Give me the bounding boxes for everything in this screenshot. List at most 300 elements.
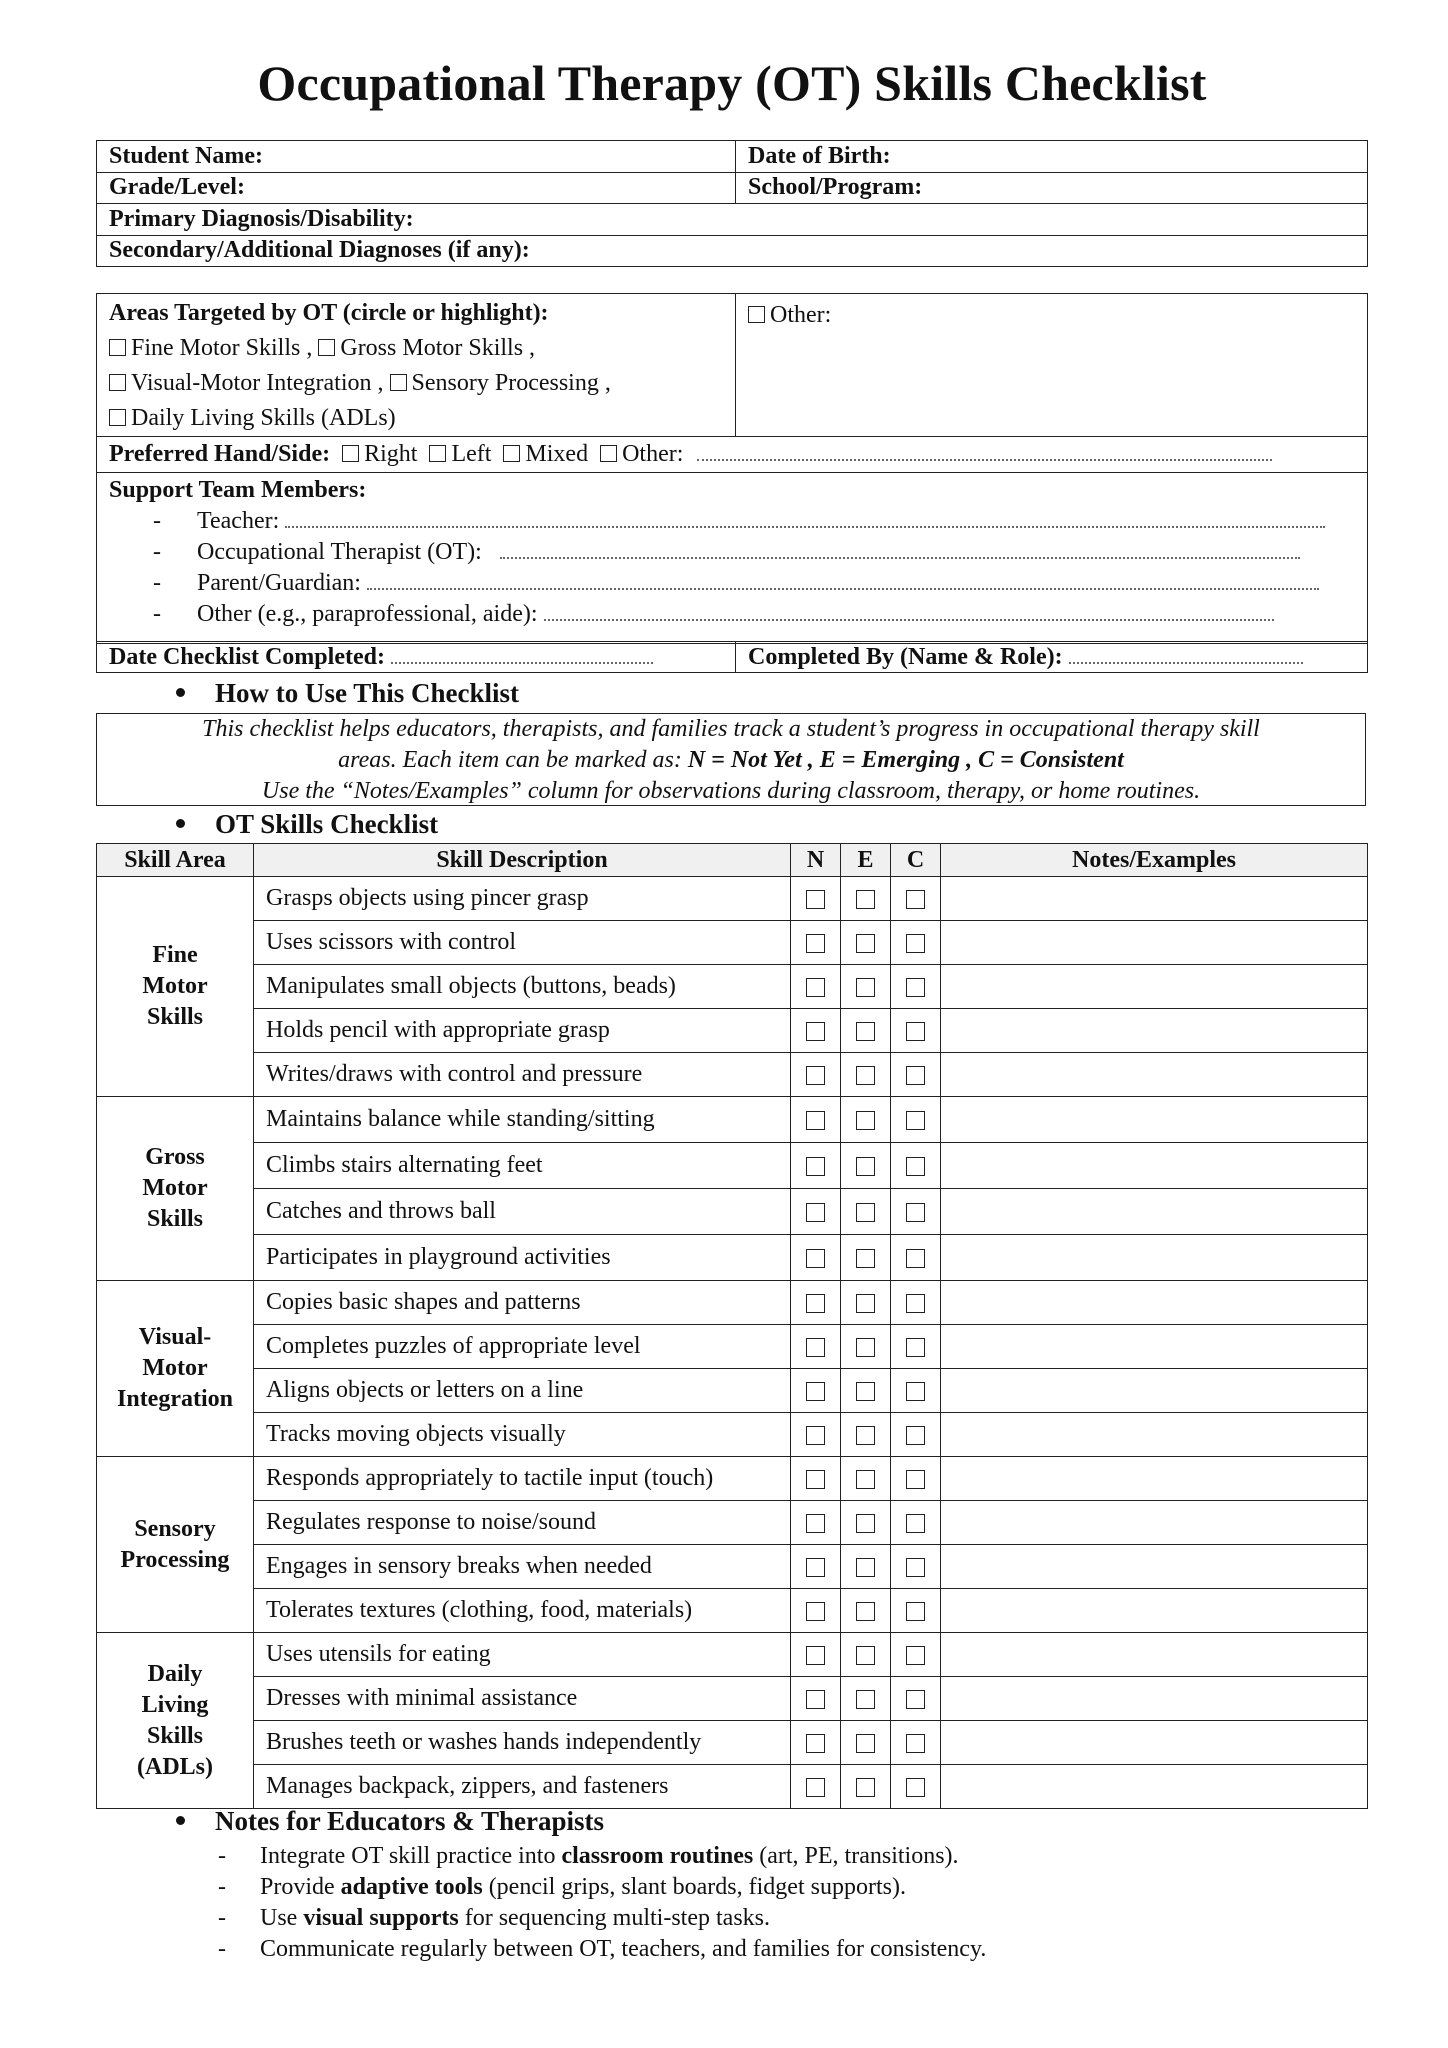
rating-e-checkbox[interactable] (856, 1022, 875, 1041)
notes-cell[interactable] (941, 1545, 1368, 1589)
note-item: - Integrate OT skill practice into classroom routines (art, PE, transitions). (218, 1843, 959, 1869)
team-teacher-row[interactable]: - Teacher: (109, 506, 1355, 537)
skill-description: Tolerates textures (clothing, food, materials) (254, 1589, 791, 1633)
skill-area-cell (97, 1457, 254, 1633)
table-row (97, 1281, 1368, 1325)
completed-by-field[interactable] (736, 642, 1368, 673)
rating-e-checkbox[interactable] (856, 1734, 875, 1753)
rating-e-cell (841, 1413, 891, 1457)
rating-c-checkbox[interactable] (906, 1294, 925, 1313)
support-team-cell (97, 473, 1368, 644)
note-text-post: (pencil grips, slant boards, fidget supports). (482, 1874, 906, 1900)
team-other-row[interactable]: - Other (e.g., paraprofessional, aide): (109, 599, 1355, 630)
note-text-pre: Integrate OT skill practice into (260, 1843, 562, 1869)
rating-c-checkbox[interactable] (906, 1338, 925, 1357)
rating-e-checkbox[interactable] (856, 1470, 875, 1489)
note-text-bold: adaptive tools (340, 1874, 483, 1900)
rating-e-checkbox[interactable] (856, 890, 875, 909)
hand-mixed-label: Mixed (525, 441, 589, 467)
rating-e-checkbox[interactable] (856, 978, 875, 997)
howto-box (96, 713, 1366, 806)
skill-area-label: Motor (142, 1175, 208, 1201)
rating-c-checkbox[interactable] (906, 1470, 925, 1489)
rating-c-checkbox[interactable] (906, 1734, 925, 1753)
rating-n-checkbox[interactable] (806, 1249, 825, 1268)
rating-c-cell (891, 1143, 941, 1189)
rating-c-cell (891, 1369, 941, 1413)
table-row (97, 1633, 1368, 1677)
header-notes: Notes/Examples (941, 844, 1368, 877)
note-text-pre: Use (260, 1905, 304, 1931)
rating-c-cell (891, 1677, 941, 1721)
rating-c-checkbox[interactable] (906, 1690, 925, 1709)
notes-cell[interactable] (941, 1143, 1368, 1189)
checkbox-hand-left[interactable] (429, 445, 446, 462)
skill-area-cell (97, 1281, 254, 1457)
skills-table (96, 843, 1368, 1809)
student-info-table (96, 140, 1368, 267)
rating-c-checkbox[interactable] (906, 1249, 925, 1268)
note-text-bold: classroom routines (561, 1843, 754, 1869)
skill-description: Grasps objects using pincer grasp (254, 877, 791, 921)
rating-c-cell (891, 1009, 941, 1053)
notes-cell[interactable] (941, 1235, 1368, 1281)
notes-cell[interactable] (941, 921, 1368, 965)
option-visual-motor: Visual-Motor Integration , (131, 370, 384, 396)
skill-area-label: Living (141, 1691, 209, 1718)
secondary-dx-label: Secondary/Additional Diagnoses (if any): (109, 237, 530, 264)
rating-e-checkbox[interactable] (856, 1249, 875, 1268)
date-completed-blank[interactable] (391, 644, 653, 664)
team-parent-blank[interactable] (367, 570, 1319, 590)
howto-line2-text: areas. Each item can be marked as: (338, 747, 688, 773)
rating-e-cell (841, 1235, 891, 1281)
notes-cell[interactable] (941, 1589, 1368, 1633)
student-name-field[interactable] (97, 141, 736, 173)
note-text-post: (art, PE, transitions). (753, 1843, 959, 1869)
option-daily-living: Daily Living Skills (ADLs) (131, 405, 396, 431)
rating-n-checkbox[interactable] (806, 1558, 825, 1577)
rating-e-cell (841, 1281, 891, 1325)
rating-n-cell (791, 1765, 841, 1809)
rating-c-checkbox[interactable] (906, 1646, 925, 1665)
skill-area-label: Daily (147, 1660, 203, 1687)
rating-e-cell (841, 1677, 891, 1721)
rating-e-checkbox[interactable] (856, 1338, 875, 1357)
page-title: Occupational Therapy (OT) Skills Checklist (257, 55, 1207, 111)
rating-c-cell (891, 1281, 941, 1325)
howto-heading-text: How to Use This Checklist (215, 678, 520, 708)
notes-cell[interactable] (941, 1721, 1368, 1765)
rating-c-cell (891, 1457, 941, 1501)
skills-header-row (97, 844, 1368, 877)
skill-description: Completes puzzles of appropriate level (254, 1325, 791, 1369)
rating-c-checkbox[interactable] (906, 978, 925, 997)
rating-n-checkbox[interactable] (806, 1066, 825, 1085)
skill-description: Manipulates small objects (buttons, beads) (254, 965, 791, 1009)
rating-n-checkbox[interactable] (806, 1646, 825, 1665)
notes-heading (176, 1806, 986, 1837)
note-text-pre: Communicate regularly between OT, teachers, and families for consistency. (260, 1936, 987, 1962)
grade-field[interactable] (97, 172, 736, 204)
rating-c-cell (891, 1501, 941, 1545)
rating-c-cell (891, 877, 941, 921)
notes-section (176, 1806, 986, 1965)
skill-area-label: Skills (146, 1206, 204, 1232)
skill-description: Participates in playground activities (254, 1235, 791, 1281)
howto-legend: N = Not Yet , E = Emerging , C = Consistent (687, 747, 1124, 773)
rating-n-cell (791, 1143, 841, 1189)
rating-e-checkbox[interactable] (856, 1690, 875, 1709)
rating-c-checkbox[interactable] (906, 1022, 925, 1041)
rating-c-cell (891, 1053, 941, 1097)
note-text-post: for sequencing multi-step tasks. (458, 1905, 770, 1931)
rating-n-checkbox[interactable] (806, 1602, 825, 1621)
rating-n-cell (791, 1097, 841, 1143)
option-gross-motor: Gross Motor Skills , (340, 335, 536, 361)
table-row (97, 1721, 1368, 1765)
skill-area-label: Sensory (134, 1515, 216, 1542)
notes-cell[interactable] (941, 1765, 1368, 1809)
checkbox-hand-other[interactable] (600, 445, 617, 462)
notes-cell[interactable] (941, 1009, 1368, 1053)
skill-description: Tracks moving objects visually (254, 1413, 791, 1457)
rating-n-cell (791, 1545, 841, 1589)
rating-c-cell (891, 1235, 941, 1281)
student-name-label: Student Name: (109, 142, 263, 169)
notes-cell[interactable] (941, 1325, 1368, 1369)
rating-e-cell (841, 1009, 891, 1053)
notes-cell[interactable] (941, 1281, 1368, 1325)
notes-cell[interactable] (941, 1677, 1368, 1721)
checkbox-hand-mixed[interactable] (503, 445, 520, 462)
rating-c-cell (891, 1413, 941, 1457)
checkbox-hand-right[interactable] (342, 445, 359, 462)
rating-n-checkbox[interactable] (806, 978, 825, 997)
table-row (97, 877, 1368, 921)
rating-e-checkbox[interactable] (856, 1294, 875, 1313)
rating-e-checkbox[interactable] (856, 1646, 875, 1665)
rating-c-checkbox[interactable] (906, 1558, 925, 1577)
table-row (97, 1457, 1368, 1501)
rating-n-cell (791, 1501, 841, 1545)
note-text-bold: visual supports (303, 1905, 459, 1931)
rating-n-cell (791, 921, 841, 965)
skill-area-cell (97, 1633, 254, 1809)
rating-c-cell (891, 1545, 941, 1589)
skill-area-label: Motor (142, 973, 208, 999)
table-row (97, 1589, 1368, 1633)
header-c: C (891, 844, 941, 877)
skills-body (97, 877, 1368, 1809)
rating-n-checkbox[interactable] (806, 1022, 825, 1041)
checkbox-gross-motor[interactable] (318, 339, 335, 356)
rating-c-cell (891, 921, 941, 965)
table-row (97, 1053, 1368, 1097)
notes-cell[interactable] (941, 877, 1368, 921)
rating-e-cell (841, 877, 891, 921)
team-parent-row[interactable]: - Parent/Guardian: (109, 568, 1355, 599)
skill-description: Writes/draws with control and pressure (254, 1053, 791, 1097)
primary-dx-label: Primary Diagnosis/Disability: (109, 205, 414, 232)
dob-field[interactable] (736, 141, 1368, 173)
table-row (97, 1501, 1368, 1545)
rating-n-checkbox[interactable] (806, 934, 825, 953)
rating-n-checkbox[interactable] (806, 1470, 825, 1489)
skill-area-label: Processing (120, 1546, 230, 1573)
other-area-cell[interactable] (736, 294, 1368, 437)
team-ot-label: Occupational Therapist (OT): (197, 539, 482, 565)
rating-n-checkbox[interactable] (806, 1382, 825, 1401)
rating-c-cell (891, 1633, 941, 1677)
table-row (97, 1143, 1368, 1189)
table-row (97, 1545, 1368, 1589)
areas-cell (97, 294, 736, 437)
checklist-heading-text: OT Skills Checklist (215, 809, 439, 839)
skill-description: Copies basic shapes and patterns (254, 1281, 791, 1325)
rating-n-cell (791, 1677, 841, 1721)
rating-n-checkbox[interactable] (806, 890, 825, 909)
rating-n-checkbox[interactable] (806, 1778, 825, 1797)
hand-other-blank[interactable] (697, 441, 1272, 461)
hand-right-label: Right (364, 441, 418, 467)
rating-c-cell (891, 1765, 941, 1809)
rating-n-cell (791, 1413, 841, 1457)
rating-c-cell (891, 1325, 941, 1369)
notes-cell[interactable] (941, 1633, 1368, 1677)
rating-n-checkbox[interactable] (806, 1203, 825, 1222)
rating-c-checkbox[interactable] (906, 1066, 925, 1085)
howto-line3: Use the “Notes/Examples” column for observations during classroom, therapy, or home routines. (261, 778, 1201, 804)
bullet-icon (176, 688, 185, 697)
table-row (97, 1765, 1368, 1809)
rating-e-cell (841, 1143, 891, 1189)
skill-area-label: Skills (146, 1004, 204, 1030)
checkbox-visual-motor[interactable] (109, 374, 126, 391)
completed-by-blank[interactable] (1069, 644, 1303, 664)
rating-n-cell (791, 1589, 841, 1633)
rating-e-checkbox[interactable] (856, 1382, 875, 1401)
howto-line2 (97, 745, 1365, 776)
skill-area-label: Gross (145, 1144, 205, 1170)
note-item: - Communicate regularly between OT, teachers, and families for consistency. (218, 1936, 987, 1962)
rating-e-checkbox[interactable] (856, 1203, 875, 1222)
team-other-blank[interactable] (544, 601, 1274, 621)
rating-e-cell (841, 1589, 891, 1633)
rating-e-cell (841, 1369, 891, 1413)
table-row (97, 921, 1368, 965)
rating-c-cell (891, 1721, 941, 1765)
skill-description: Aligns objects or letters on a line (254, 1369, 791, 1413)
rating-n-checkbox[interactable] (806, 1111, 825, 1130)
team-other-label: Other (e.g., paraprofessional, aide): (197, 601, 538, 627)
rating-n-cell (791, 965, 841, 1009)
table-row (97, 1189, 1368, 1235)
skill-description: Maintains balance while standing/sitting (254, 1097, 791, 1143)
rating-e-checkbox[interactable] (856, 1066, 875, 1085)
preferred-hand-label: Preferred Hand/Side: (109, 441, 331, 467)
rating-e-cell (841, 1325, 891, 1369)
rating-e-checkbox[interactable] (856, 934, 875, 953)
rating-c-checkbox[interactable] (906, 1778, 925, 1797)
completion-table (96, 641, 1368, 673)
team-ot-blank[interactable] (500, 539, 1300, 559)
rating-e-cell (841, 1053, 891, 1097)
notes-heading-text: Notes for Educators & Therapists (215, 1806, 604, 1836)
team-ot-row[interactable]: - Occupational Therapist (OT): (109, 537, 1355, 568)
skill-description: Catches and throws ball (254, 1189, 791, 1235)
rating-e-checkbox[interactable] (856, 1426, 875, 1445)
rating-c-checkbox[interactable] (906, 934, 925, 953)
table-row (97, 1235, 1368, 1281)
skill-description: Holds pencil with appropriate grasp (254, 1009, 791, 1053)
rating-e-cell (841, 1097, 891, 1143)
rating-c-checkbox[interactable] (906, 1111, 925, 1130)
skill-area-label: Visual- (138, 1324, 212, 1350)
howto-heading (176, 678, 519, 709)
areas-table (96, 293, 1368, 644)
rating-c-checkbox[interactable] (906, 1203, 925, 1222)
bullet-icon (176, 819, 185, 828)
rating-e-cell (841, 1545, 891, 1589)
school-label: School/Program: (748, 174, 923, 201)
skill-description: Uses utensils for eating (254, 1633, 791, 1677)
option-fine-motor: Fine Motor Skills , (131, 335, 313, 361)
howto-line1: This checklist helps educators, therapists, and families track a student’s progress in occupational therapy skill (202, 716, 1260, 742)
grade-label: Grade/Level: (109, 174, 245, 201)
rating-e-checkbox[interactable] (856, 1778, 875, 1797)
checkbox-daily-living[interactable] (109, 409, 126, 426)
rating-n-checkbox[interactable] (806, 1514, 825, 1533)
rating-n-cell (791, 1369, 841, 1413)
checklist-heading (176, 809, 438, 840)
skill-area-label: Integration (117, 1386, 233, 1412)
completed-by-label: Completed By (Name & Role): (748, 643, 1063, 670)
rating-n-cell (791, 1189, 841, 1235)
team-teacher-blank[interactable] (285, 508, 1325, 528)
rating-e-cell (841, 1189, 891, 1235)
rating-n-checkbox[interactable] (806, 1690, 825, 1709)
rating-c-checkbox[interactable] (906, 1426, 925, 1445)
secondary-dx-field[interactable] (97, 235, 1368, 267)
areas-heading: Areas Targeted by OT (circle or highlight): (109, 300, 549, 326)
table-row (97, 1097, 1368, 1143)
note-item: - Provide adaptive tools (pencil grips, slant boards, fidget supports). (218, 1874, 906, 1900)
rating-c-checkbox[interactable] (906, 1382, 925, 1401)
rating-e-cell (841, 1501, 891, 1545)
rating-c-checkbox[interactable] (906, 1157, 925, 1176)
rating-e-cell (841, 1633, 891, 1677)
rating-e-checkbox[interactable] (856, 1111, 875, 1130)
notes-cell[interactable] (941, 1413, 1368, 1457)
preferred-hand-row (97, 437, 1368, 473)
skill-area-label: Fine (152, 942, 198, 968)
notes-cell[interactable] (941, 1369, 1368, 1413)
rating-n-checkbox[interactable] (806, 1734, 825, 1753)
skill-area-label: (ADLs) (137, 1753, 213, 1780)
checkbox-fine-motor[interactable] (109, 339, 126, 356)
header-skill-area: Skill Area (97, 844, 254, 877)
bullet-icon (176, 1816, 185, 1825)
skill-description: Uses scissors with control (254, 921, 791, 965)
rating-e-cell (841, 921, 891, 965)
rating-n-cell (791, 1325, 841, 1369)
rating-n-cell (791, 1009, 841, 1053)
hand-other-label: Other: (622, 441, 684, 467)
rating-n-checkbox[interactable] (806, 1338, 825, 1357)
notes-cell[interactable] (941, 965, 1368, 1009)
rating-n-cell (791, 1721, 841, 1765)
skill-area-label: Motor (142, 1355, 208, 1381)
option-sensory: Sensory Processing , (411, 370, 611, 396)
notes-cell[interactable] (941, 1097, 1368, 1143)
rating-n-checkbox[interactable] (806, 1426, 825, 1445)
skill-area-cell (97, 1097, 254, 1281)
rating-n-checkbox[interactable] (806, 1157, 825, 1176)
dob-label: Date of Birth: (748, 142, 891, 169)
notes-cell[interactable] (941, 1501, 1368, 1545)
checkbox-sensory[interactable] (390, 374, 407, 391)
skill-description: Dresses with minimal assistance (254, 1677, 791, 1721)
rating-c-checkbox[interactable] (906, 890, 925, 909)
skill-description: Responds appropriately to tactile input (touch) (254, 1457, 791, 1501)
rating-n-cell (791, 1053, 841, 1097)
rating-n-cell (791, 877, 841, 921)
rating-c-checkbox[interactable] (906, 1514, 925, 1533)
notes-list (176, 1841, 986, 1965)
rating-e-cell (841, 1765, 891, 1809)
checkbox-other-area[interactable] (748, 306, 765, 323)
skill-area-label: Skills (146, 1722, 204, 1749)
rating-n-checkbox[interactable] (806, 1294, 825, 1313)
team-teacher-label: Teacher: (197, 508, 280, 534)
support-team-heading: Support Team Members: (109, 477, 367, 503)
note-text-pre: Provide (260, 1874, 341, 1900)
primary-dx-field[interactable] (97, 204, 1368, 236)
header-e: E (841, 844, 891, 877)
notes-cell[interactable] (941, 1189, 1368, 1235)
rating-c-cell (891, 1589, 941, 1633)
table-row (97, 1413, 1368, 1457)
notes-cell[interactable] (941, 1457, 1368, 1501)
note-item: - Use visual supports for sequencing multi-step tasks. (218, 1905, 770, 1931)
rating-c-cell (891, 965, 941, 1009)
skill-area-cell (97, 877, 254, 1097)
skill-description: Manages backpack, zippers, and fasteners (254, 1765, 791, 1809)
rating-e-checkbox[interactable] (856, 1602, 875, 1621)
table-row (97, 965, 1368, 1009)
rating-e-cell (841, 965, 891, 1009)
rating-e-checkbox[interactable] (856, 1157, 875, 1176)
table-row (97, 1325, 1368, 1369)
rating-n-cell (791, 1235, 841, 1281)
school-field[interactable] (736, 172, 1368, 204)
skill-description: Brushes teeth or washes hands independently (254, 1721, 791, 1765)
rating-n-cell (791, 1457, 841, 1501)
rating-c-cell (891, 1189, 941, 1235)
date-completed-field[interactable] (97, 642, 736, 673)
table-row (97, 1369, 1368, 1413)
notes-cell[interactable] (941, 1053, 1368, 1097)
skill-description: Climbs stairs alternating feet (254, 1143, 791, 1189)
rating-c-checkbox[interactable] (906, 1602, 925, 1621)
rating-e-checkbox[interactable] (856, 1514, 875, 1533)
other-area-label: Other: (770, 302, 832, 328)
rating-e-checkbox[interactable] (856, 1558, 875, 1577)
rating-n-cell (791, 1633, 841, 1677)
date-completed-label: Date Checklist Completed: (109, 643, 385, 670)
rating-n-cell (791, 1281, 841, 1325)
